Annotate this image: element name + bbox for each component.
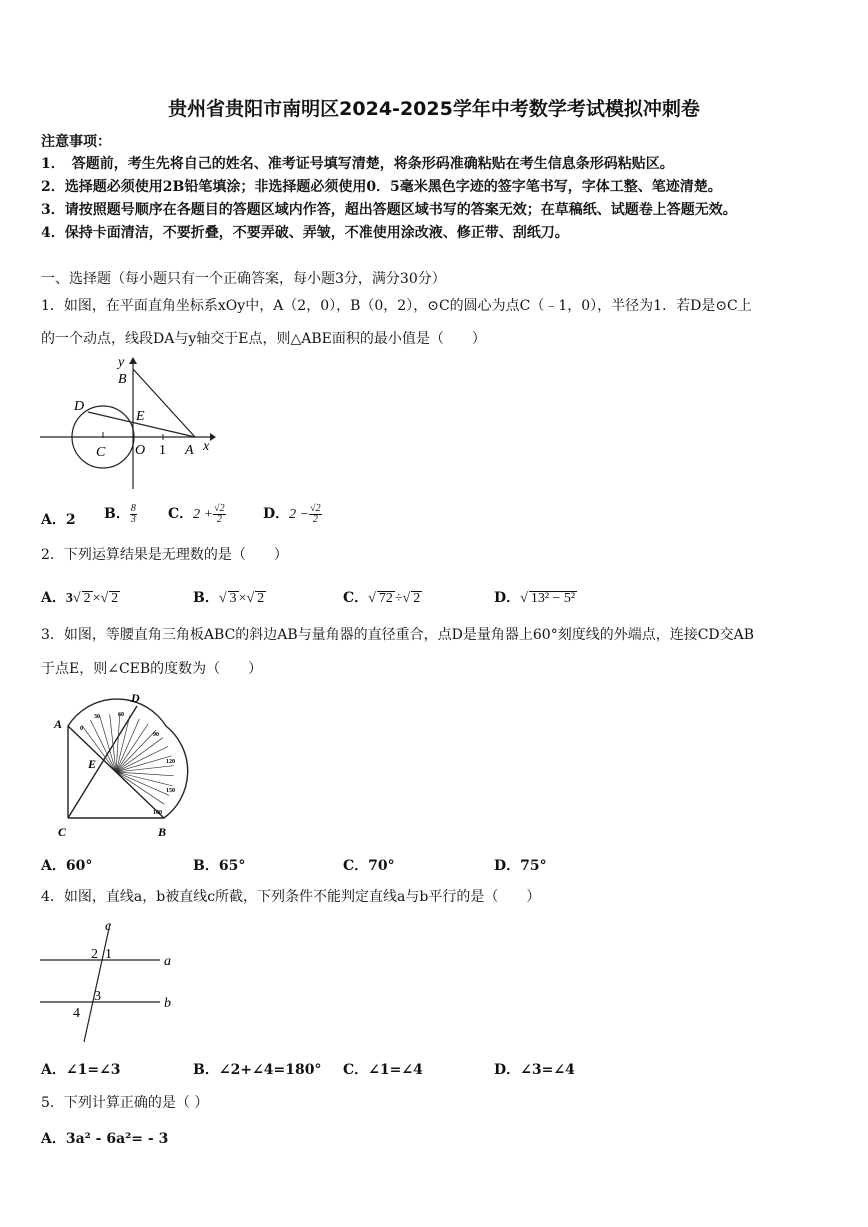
q1-label-d: D: [74, 399, 85, 414]
q1-option-b-fraction: $\frac{8}{3}$: [130, 502, 136, 525]
q3-figure: [50, 690, 190, 840]
q3-label-e: E: [88, 757, 97, 771]
q1-label-e: E: [136, 409, 145, 424]
q1-option-d-label: D．: [263, 506, 290, 522]
q2-option-c-label: C．: [343, 590, 369, 606]
q2-option-a-label: A．: [41, 590, 66, 606]
q2-option-d-radicand: 13² − 5²: [530, 591, 576, 606]
q3-label-a: A: [54, 717, 63, 731]
protractor-ray: [110, 714, 116, 772]
q4-figure: [38, 916, 178, 1046]
q3-label-b: B: [158, 825, 167, 839]
q3-tick-150: 150: [166, 788, 175, 794]
q1-option-a[interactable]: A．2: [41, 512, 76, 528]
q5-stem: 5．下列计算正确的是（ ）: [41, 1095, 209, 1111]
q3-option-d[interactable]: D．75°: [494, 858, 547, 874]
q2-option-b-operator: ×: [238, 591, 247, 606]
protractor-ray: [116, 766, 174, 772]
q2-option-d[interactable]: D．√ 13² − 5²: [494, 590, 576, 606]
q3-tick-30: 30: [94, 714, 100, 720]
q4-label-2: 2: [91, 947, 98, 962]
q1-label-a: A: [185, 443, 194, 458]
q1-option-d-pre: 2 −: [289, 507, 310, 522]
q2-option-b-label: B．: [193, 590, 219, 606]
protractor-ray: [116, 730, 156, 772]
q2-option-a-coef: 3: [65, 591, 73, 606]
q2-option-a-operator: ×: [92, 591, 101, 606]
q1-option-c[interactable]: [168, 503, 226, 525]
q1-option-c-fraction: $\frac{√2}{2}$: [214, 502, 225, 525]
q1-option-b-label: B．: [104, 506, 130, 522]
q1-option-c-pre: 2 +: [193, 507, 214, 522]
q4-label-1: 1: [105, 947, 112, 962]
q2-option-c-radicand-1: 72: [378, 591, 393, 606]
q2-option-c-radicand-2: 2: [413, 591, 421, 606]
q1-label-c: C: [96, 445, 106, 460]
segment-cd: [68, 706, 137, 818]
q3-tick-0: 0: [80, 726, 83, 732]
q3-option-c[interactable]: C．70°: [343, 858, 395, 874]
q4-label-3: 3: [94, 989, 101, 1004]
q1-label-one: 1: [159, 443, 166, 458]
q1-option-b[interactable]: [104, 503, 137, 525]
q2-option-c[interactable]: C．√ 72 ÷√ 2: [343, 590, 421, 606]
q2-option-d-label: D．: [494, 590, 521, 606]
q3-tick-90: 90: [153, 732, 159, 738]
q3-option-b[interactable]: B．65°: [193, 858, 246, 874]
protractor-ray: [116, 719, 139, 772]
q2-option-a-radicand-1: 2: [83, 591, 91, 606]
q4-option-c[interactable]: C．∠1=∠4: [343, 1062, 423, 1078]
q1-label-b: B: [118, 372, 127, 387]
q4-option-a[interactable]: A．∠1=∠3: [41, 1062, 121, 1078]
q2-option-b[interactable]: B．√ 3 ×√ 2: [193, 590, 265, 606]
q4-option-d[interactable]: D．∠3=∠4: [494, 1062, 575, 1078]
q2-option-b-radicand-2: 2: [257, 591, 265, 606]
section-heading: 一、选择题（每小题只有一个正确答案，每小题3分，满分30分）: [41, 271, 446, 287]
q3-tick-180: 180: [153, 810, 162, 816]
notice-heading: 注意事项：: [41, 134, 111, 150]
q3-tick-60: 60: [118, 712, 124, 718]
q1-option-c-label: C．: [168, 506, 194, 522]
q3-tick-120: 120: [166, 759, 175, 765]
q2-option-a[interactable]: A．3√ 2 ×√ 2: [41, 590, 119, 606]
notice-item-2: 2．选择题必须使用2B铅笔填涂；非选择题必须使用0．5毫米黑色字迹的签字笔书写，字体工整、笔迹清楚。: [41, 179, 722, 195]
q1-label-o: O: [135, 443, 146, 458]
q2-option-b-radicand-1: 3: [229, 591, 237, 606]
q1-figure: [38, 354, 218, 494]
notice-item-1: 1． 答题前，考生先将自己的姓名、准考证号填写清楚，将条形码准确粘贴在考生信息条形码粘贴区。: [41, 156, 674, 172]
protractor-ray: [116, 772, 164, 804]
q4-label-4: 4: [73, 1006, 80, 1021]
q1-stem-line2: 的一个动点，线段DA与y轴交于E点，则△ABE面积的最小值是（ ）: [41, 331, 486, 347]
q1-label-x: x: [203, 439, 210, 454]
q4-label-a: a: [164, 954, 171, 969]
line-c: [84, 924, 110, 1042]
page-title: 贵州省贵阳市南明区2024-2025学年中考数学考试模拟冲刺卷: [168, 98, 700, 120]
q2-option-c-operator: ÷: [394, 591, 403, 606]
q5-option-a[interactable]: A．3a² - 6a²= - 3: [41, 1131, 169, 1147]
protractor-ray: [116, 772, 169, 795]
q1-stem-line1: 1．如图，在平面直角坐标系xOy中，A（2，0），B（0，2），⊙C的圆心为点C（﹣1，0），半径为1．若D是⊙C上: [41, 298, 752, 314]
q1-option-d-fraction: $\frac{√2}{2}$: [310, 502, 321, 525]
q3-stem-line1: 3．如图，等腰直角三角板ABC的斜边AB与量角器的直径重合，点D是量角器上60°刻度线的外端点，连接CD交AB: [41, 627, 755, 643]
q1-label-y: y: [118, 355, 125, 370]
q2-option-a-radicand-2: 2: [111, 591, 119, 606]
q1-option-d[interactable]: [263, 503, 322, 525]
q4-label-c: c: [105, 919, 112, 934]
q3-label-c: C: [58, 825, 67, 839]
q3-option-a[interactable]: A．60°: [41, 858, 93, 874]
notice-item-4: 4．保持卡面清洁，不要折叠，不要弄破、弄皱，不准使用涂改液、修正带、刮纸刀。: [41, 225, 569, 241]
q3-label-d: D: [131, 691, 140, 705]
notice-item-3: 3．请按照题号顺序在各题目的答题区域内作答，超出答题区域书写的答案无效；在草稿纸、试题卷上答题无效。: [41, 202, 737, 218]
q4-stem: 4．如图，直线a，b被直线c所截，下列条件不能判定直线a与b平行的是（ ）: [41, 889, 541, 905]
q4-label-b: b: [164, 996, 171, 1011]
q3-stem-line2: 于点E，则∠CEB的度数为（ ）: [41, 661, 263, 677]
q2-stem: 2．下列运算结果是无理数的是（ ）: [41, 547, 288, 563]
q4-option-b[interactable]: B．∠2+∠4=180°: [193, 1062, 322, 1078]
